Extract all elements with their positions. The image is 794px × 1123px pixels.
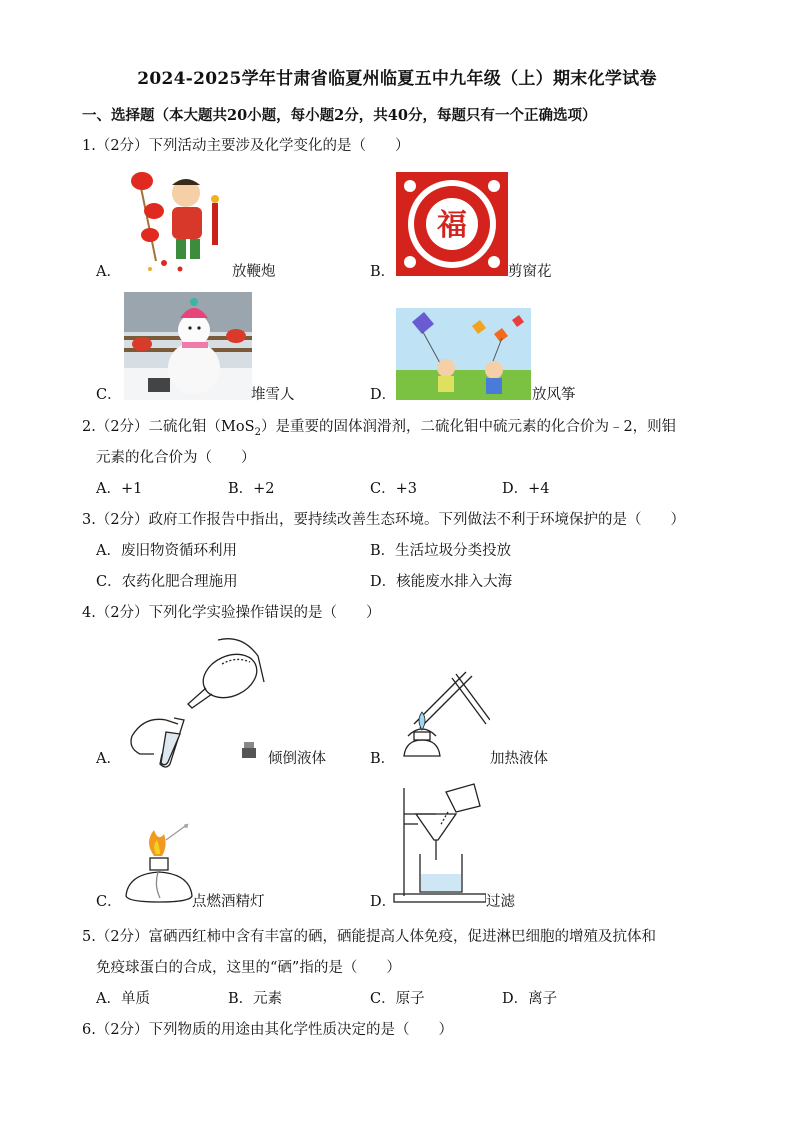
section-heading: 一、选择题（本大题共20小题，每小题2分，共40分，每题只有一个正确选项） (82, 107, 597, 124)
firecracker-image (124, 165, 230, 277)
paper-cut-image (396, 172, 508, 276)
page-title: 2024-2025学年甘肃省临夏州临夏五中九年级（上）期末化学试卷 (137, 69, 657, 89)
q2-option-c: C．+3 (370, 481, 417, 497)
q2-option-b: B．+2 (228, 481, 275, 497)
pouring-liquid-image (126, 636, 266, 768)
q5-option-b: B．元素 (228, 991, 283, 1007)
q3-option-d: D．核能废水排入大海 (370, 574, 513, 590)
snowman-image (124, 292, 252, 400)
q1-option-b-text: 剪窗花 (508, 264, 552, 280)
q4-option-d-letter: D． (370, 894, 397, 910)
question-4-stem: 4.（2分）下列化学实验操作错误的是（ ） (82, 605, 381, 621)
q3-option-c: C．农药化肥合理施用 (96, 574, 238, 590)
question-2-stem-line2: 元素的化合价为（ ） (96, 450, 256, 466)
question-6-stem: 6.（2分）下列物质的用途由其化学性质决定的是（ ） (82, 1022, 454, 1038)
q4-option-c-letter: C． (96, 894, 122, 910)
q1-option-a-letter: A． (96, 264, 121, 280)
q1-option-d-letter: D． (370, 387, 397, 403)
question-2-stem: 2.（2分）二硫化钼（MoS$_2$）是重要的固体润滑剂，二硫化钼中硫元素的化合价为﹣2，则钼 (82, 419, 677, 438)
q1-option-d-text: 放风筝 (532, 387, 576, 403)
q1-option-c-letter: C． (96, 387, 122, 403)
svg-text:福: 福 (437, 208, 467, 243)
heating-liquid-image (394, 666, 490, 768)
kite-flying-image (396, 308, 531, 400)
q5-option-d: D．离子 (502, 991, 558, 1007)
alcohol-lamp-image (124, 816, 198, 904)
q5-option-a: A．单质 (96, 991, 150, 1007)
question-5-stem-line2: 免疫球蛋白的合成，这里的“硒”指的是（ ） (96, 960, 401, 976)
q1-option-a-text: 放鞭炮 (232, 264, 276, 280)
q1-option-c-text: 堆雪人 (251, 387, 295, 403)
q1-option-b-letter: B． (370, 264, 396, 280)
question-5-stem: 5.（2分）富硒西红柿中含有丰富的硒，硒能提高人体免疫，促进淋巴细胞的增殖及抗体和 (82, 929, 657, 945)
q3-option-a: A．废旧物资循环利用 (96, 543, 237, 559)
question-1-stem: 1.（2分）下列活动主要涉及化学变化的是（ ） (82, 138, 410, 154)
q4-option-c-text: 点燃酒精灯 (192, 894, 265, 910)
q3-option-b: B．生活垃圾分类投放 (370, 543, 512, 559)
q2-option-d: D．+4 (502, 481, 550, 497)
filtration-image (392, 782, 486, 906)
q4-option-d-text: 过滤 (486, 894, 515, 910)
q4-option-a-letter: A． (96, 751, 121, 767)
q5-option-c: C．原子 (370, 991, 425, 1007)
q4-option-b-letter: B． (370, 751, 396, 767)
question-3-stem: 3.（2分）政府工作报告中指出，要持续改善生态环境。下列做法不利于环境保护的是（ ） (82, 512, 686, 528)
q2-option-a: A．+1 (96, 481, 143, 497)
q4-option-a-text: 倾倒液体 (268, 751, 326, 767)
q4-option-b-text: 加热液体 (490, 751, 548, 767)
